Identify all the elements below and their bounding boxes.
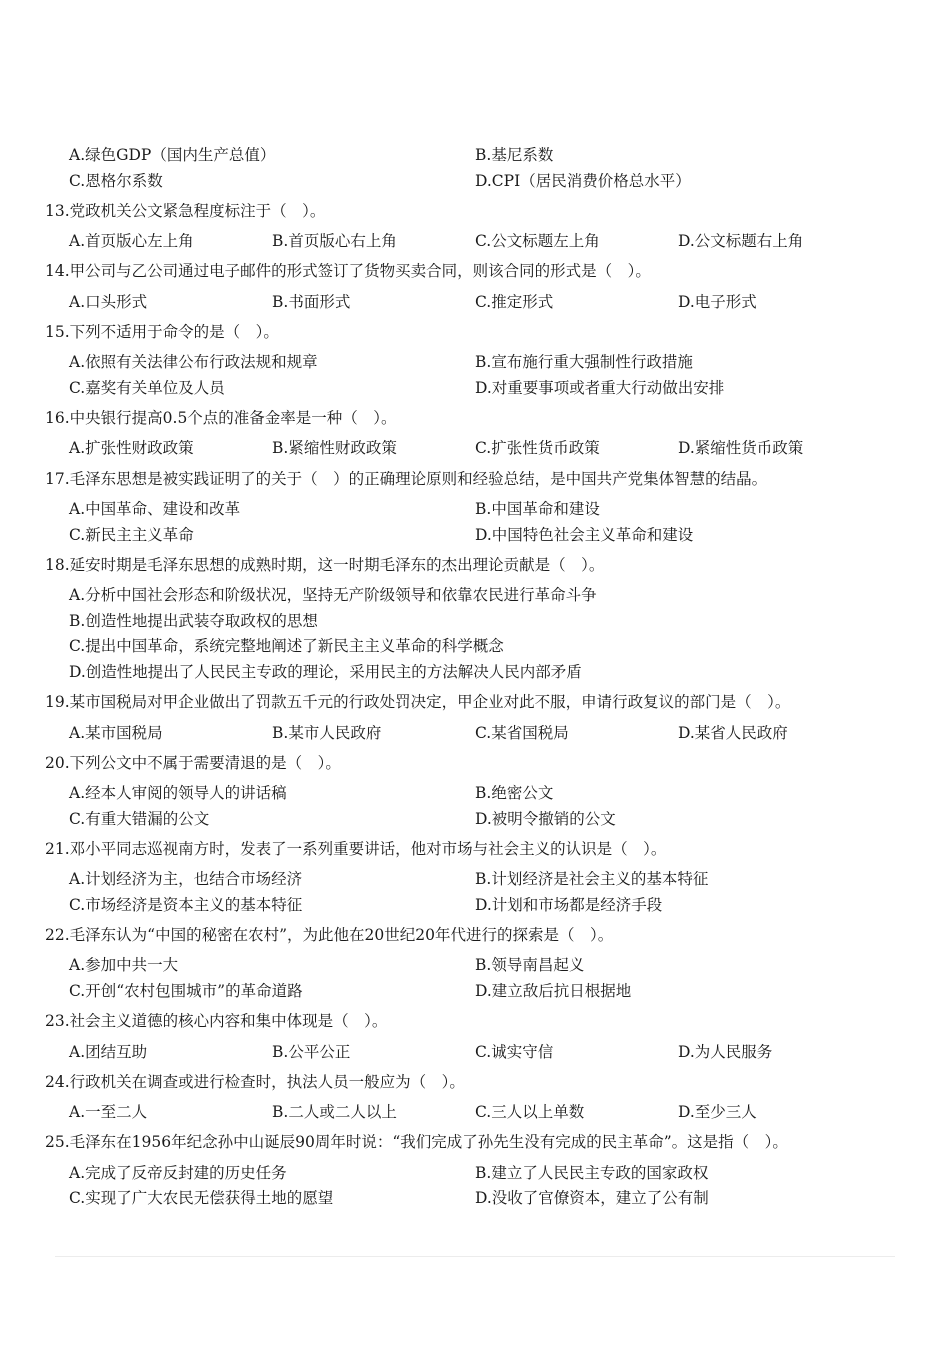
option-d: D.建立敌后抗日根据地 [475, 981, 632, 1000]
option-d: D.中国特色社会主义革命和建设 [475, 525, 694, 544]
option-row [45, 660, 905, 686]
option-row [45, 436, 905, 462]
option-row [45, 807, 905, 833]
option-d: D.某省人民政府 [678, 723, 788, 742]
option-row [45, 979, 905, 1005]
option-c: C.扩张性货币政策 [475, 439, 600, 458]
option-b: B.二人或二人以上 [272, 1103, 397, 1122]
question-list [45, 143, 905, 1212]
option-a: A.团结互助 [69, 1042, 148, 1061]
option-row [45, 497, 905, 523]
option-c: C.恩格尔系数 [69, 171, 163, 190]
option-row [45, 290, 905, 316]
option-d: D.CPI（居民消费价格总水平） [475, 171, 691, 190]
question-stem: 15.下列不适用于命令的是（ ）。 [45, 323, 279, 341]
option-row [45, 634, 905, 660]
option-b: B.基尼系数 [475, 146, 554, 164]
question-stem: 20.下列公文中不属于需要清退的是（ ）。 [45, 753, 341, 772]
option-b: B.某市人民政府 [272, 723, 382, 742]
option-a: A.中国革命、建设和改革 [69, 500, 241, 518]
question-stem: 22.毛泽东认为“中国的秘密在农村”，为此他在20世纪20年代进行的探索是（ ）。 [45, 926, 614, 945]
option-d: D.公文标题右上角 [678, 232, 804, 251]
option-a: A.绿色GDP（国内生产总值） [69, 146, 276, 164]
option-c: C.嘉奖有关单位及人员 [69, 378, 225, 397]
option-c: C.提出中国革命，系统完整地阐述了新民主主义革命的科学概念 [69, 637, 504, 656]
option-row [45, 143, 905, 169]
question-stem: 25.毛泽东在1956年纪念孙中山诞辰90周年时说：“我们完成了孙先生没有完成的民主革命”。这是指（ ）。 [45, 1133, 788, 1152]
question-stem: 23.社会主义道德的核心内容和集中体现是（ ）。 [45, 1012, 388, 1031]
option-b: B.公平公正 [272, 1042, 351, 1061]
option-row [45, 376, 905, 402]
option-d: D.计划和市场都是经济手段 [475, 895, 663, 914]
option-row [45, 350, 905, 376]
question-stem: 19.某市国税局对甲企业做出了罚款五千元的行政处罚决定，甲企业对此不服，申请行政复议的部门是（ ）。 [45, 693, 791, 712]
option-b: B.书面形式 [272, 292, 351, 311]
option-d: D.没收了官僚资本，建立了公有制 [475, 1189, 709, 1208]
option-a: A.一至二人 [69, 1103, 148, 1122]
option-c: C.诚实守信 [475, 1042, 554, 1061]
option-row [45, 867, 905, 893]
question-stem: 14.甲公司与乙公司通过电子邮件的形式签订了货物买卖合同，则该合同的形式是（ ）。 [45, 262, 651, 281]
option-b: B.中国革命和建设 [475, 500, 600, 518]
option-d: D.至少三人 [678, 1103, 757, 1122]
option-a: A.某市国税局 [69, 723, 163, 742]
option-row [45, 609, 905, 635]
option-b: B.创造性地提出武装夺取政权的思想 [69, 611, 318, 630]
option-row [45, 229, 905, 255]
option-row [45, 1040, 905, 1066]
option-row [45, 169, 905, 195]
option-c: C.新民主主义革命 [69, 525, 194, 544]
option-row [45, 1161, 905, 1187]
option-c: C.开创“农村包围城市”的革命道路 [69, 981, 303, 1000]
option-a: A.参加中共一大 [69, 956, 179, 975]
option-a: A.计划经济为主，也结合市场经济 [69, 870, 303, 889]
question-stem: 13.党政机关公文紧急程度标注于（ ）。 [45, 201, 326, 220]
option-c: C.三人以上单数 [475, 1103, 585, 1122]
option-c: C.公文标题左上角 [475, 232, 600, 251]
option-row [45, 721, 905, 747]
option-b: B.计划经济是社会主义的基本特征 [475, 870, 709, 889]
option-c: C.推定形式 [475, 292, 554, 311]
option-d: D.紧缩性货币政策 [678, 439, 804, 458]
option-d: D.创造性地提出了人民民主专政的理论，采用民主的方法解决人民内部矛盾 [69, 662, 582, 681]
option-a: A.经本人审阅的领导人的讲话稿 [69, 784, 287, 803]
option-row [45, 893, 905, 919]
option-d: D.对重要事项或者重大行动做出安排 [475, 378, 725, 397]
option-d: D.电子形式 [678, 292, 757, 311]
question-stem: 18.延安时期是毛泽东思想的成熟时期，这一时期毛泽东的杰出理论贡献是（ ）。 [45, 555, 605, 574]
option-b: B.领导南昌起义 [475, 956, 585, 975]
option-a: A.扩张性财政政策 [69, 439, 194, 458]
option-d: D.为人民服务 [678, 1042, 773, 1061]
option-row [45, 953, 905, 979]
option-row [45, 523, 905, 549]
option-b: B.首页版心右上角 [272, 232, 397, 251]
option-a: A.口头形式 [69, 292, 148, 311]
option-a: A.分析中国社会形态和阶级状况，坚持无产阶级领导和依靠农民进行革命斗争 [69, 586, 597, 605]
footer-divider [55, 1256, 895, 1257]
question-stem: 17.毛泽东思想是被实践证明了的关于（ ）的正确理论原则和经验总结，是中国共产党集体智慧的结晶。 [45, 469, 768, 488]
option-row [45, 1186, 905, 1212]
option-row [45, 781, 905, 807]
option-c: C.实现了广大农民无偿获得土地的愿望 [69, 1189, 334, 1208]
option-c: C.某省国税局 [475, 723, 569, 742]
option-a: A.首页版心左上角 [69, 232, 194, 251]
option-c: C.有重大错漏的公文 [69, 809, 210, 828]
option-row [45, 1100, 905, 1126]
option-d: D.被明令撤销的公文 [475, 809, 616, 828]
option-a: A.依照有关法律公布行政法规和规章 [69, 353, 318, 372]
option-b: B.建立了人民民主专政的国家政权 [475, 1163, 709, 1182]
question-stem: 16.中央银行提高0.5个点的准备金率是一种（ ）。 [45, 409, 397, 428]
question-stem: 21.邓小平同志巡视南方时，发表了一系列重要讲话，他对市场与社会主义的认识是（ ）。 [45, 839, 667, 858]
option-b: B.紧缩性财政政策 [272, 439, 397, 458]
option-row [45, 583, 905, 609]
option-c: C.市场经济是资本主义的基本特征 [69, 895, 303, 914]
question-stem: 24.行政机关在调查或进行检查时，执法人员一般应为（ ）。 [45, 1072, 465, 1091]
option-b: B.绝密公文 [475, 784, 554, 803]
option-a: A.完成了反帝反封建的历史任务 [69, 1163, 287, 1182]
option-b: B.宣布施行重大强制性行政措施 [475, 353, 693, 372]
